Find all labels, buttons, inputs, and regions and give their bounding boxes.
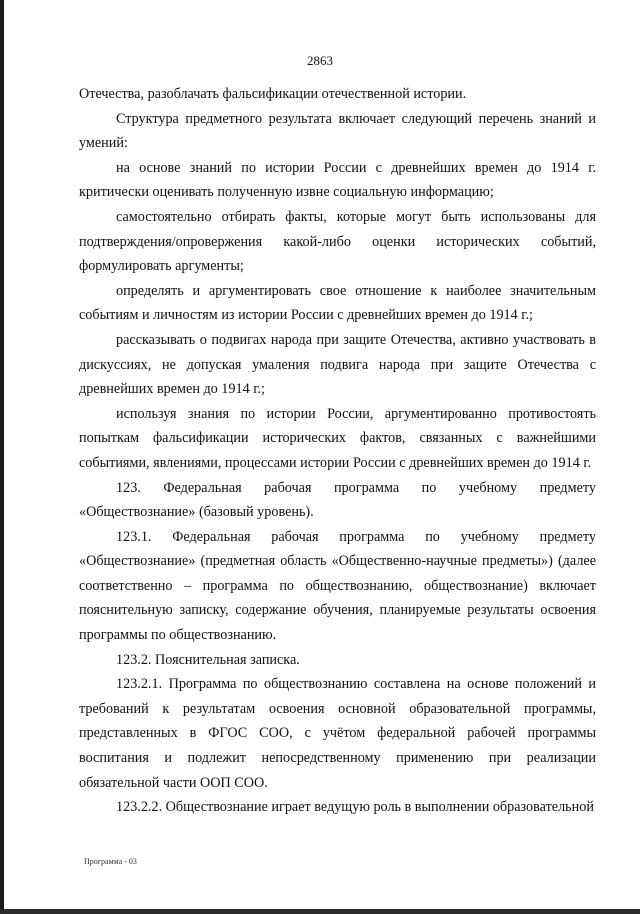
scan-border-left xyxy=(0,0,4,914)
paragraph: Отечества, разоблачать фальсификации отечественной истории. xyxy=(79,86,467,102)
paragraph: используя знания по истории России, аргументированно противостоять попыткам фальсификации исторических фактов, связанных с важнейшими событиями, явлениями, процессами истории России с древнейших времен до 1914 г. xyxy=(79,405,596,471)
section-heading: 123.2. Пояснительная записка. xyxy=(116,651,300,668)
page-number: 2863 xyxy=(307,53,333,68)
paragraph: рассказывать о подвигах народа при защите Отечества, активно участвовать в дискуссиях, не допуская умаления подвига народа при защите Отечества с древнейших времен до 1914 г.; xyxy=(79,331,596,398)
paragraph: определять и аргументировать свое отношение к наиболее значительным событиям и личностям из истории России с древнейших времен до 1914 г.; xyxy=(79,282,596,324)
paragraph: 123.2.1. Программа по обществознанию составлена на основе положений и требований к результатам освоения основной образовательной программы, представленных в ФГОС СОО, с учётом федеральной рабочей программы воспитания и подлежит непосредственному применению при реализации обязательной части ООП СОО. xyxy=(79,676,596,791)
paragraph: Структура предметного результата включает следующий перечень знаний и умений: xyxy=(79,110,596,152)
footer-label: Программа - 03 xyxy=(84,857,137,866)
section-heading: 123. Федеральная рабочая программа по учебному предмету «Обществознание» (базовый уровень). xyxy=(79,479,596,521)
document-body xyxy=(79,82,596,820)
paragraph: 123.1. Федеральная рабочая программа по учебному предмету «Обществознание» (предметная область «Общественно-научные предметы») (далее соответственно – программа по обществознанию, обществознание) включает пояснительную записку, содержание обучения, планируемые результаты освоения программы по обществознанию. xyxy=(79,528,596,644)
scan-border-bottom xyxy=(0,909,640,914)
paragraph: самостоятельно отбирать факты, которые могут быть использованы для подтверждения/опровержения какой-либо оценки исторических событий, формулировать аргументы; xyxy=(79,208,596,275)
paragraph: 123.2.2. Обществознание играет ведущую роль в выполнении образовательной xyxy=(116,799,594,816)
paragraph: на основе знаний по истории России с древнейших времен до 1914 г. критически оценивать полученную извне социальную информацию; xyxy=(79,159,596,201)
